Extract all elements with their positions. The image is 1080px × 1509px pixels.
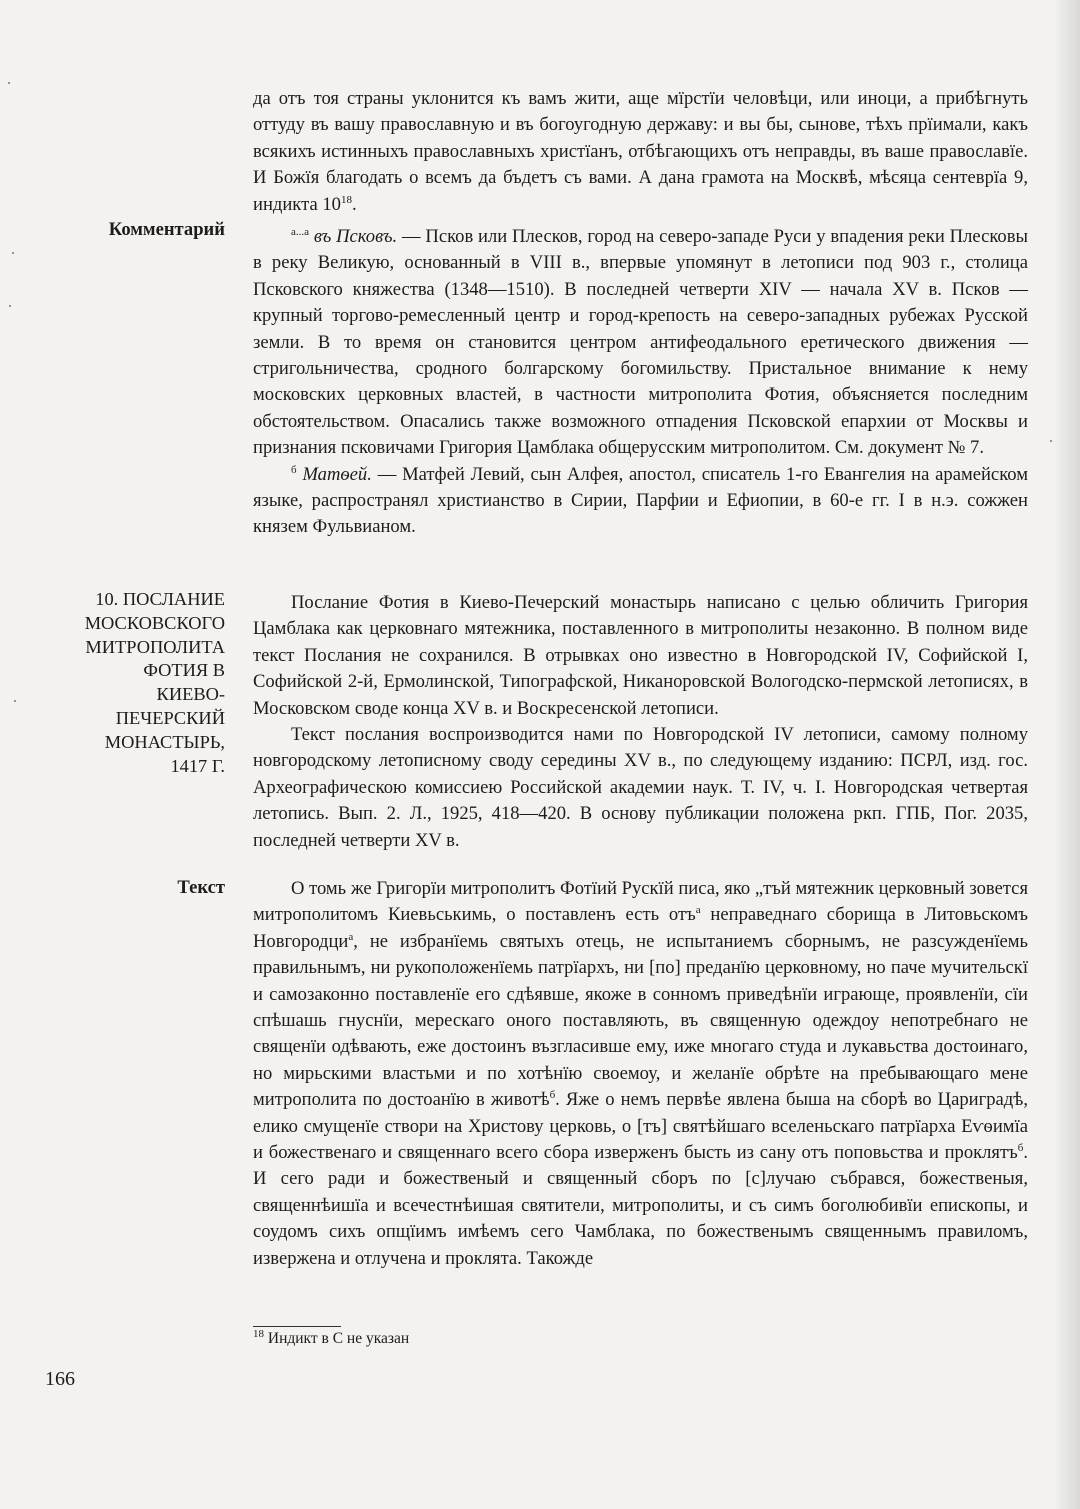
section-title-line: 10. ПОСЛАНИЕ: [95, 589, 225, 609]
section-title-line: МОСКОВСКОГО: [84, 612, 225, 633]
page-number: 166: [45, 1368, 75, 1390]
note-b-mark: б: [291, 463, 297, 476]
comment-note-b: [253, 462, 1028, 541]
text-mark-b2: б: [1017, 1141, 1024, 1154]
section-para-2: Текст послания воспроизводится нами по Новгородской IV летописи, самому полному новгородскому летописному своду середины XV в., по следующему изданию: ПСРЛ, изд. гос. Археографическою комиссиею Российской академии наук. Т. IV, ч. I. Новгородская четвертая летопись. Вып. 2. Л., 1925, 418—420. В основу публикации положена ркп. ГПБ, Пог. 2035, последней четверти XV в.: [253, 724, 1028, 851]
intro-block: [253, 86, 1028, 218]
footnote: [253, 1329, 409, 1349]
intro-note-mark: 18: [340, 193, 352, 206]
note-a-mark: а...а: [291, 225, 310, 238]
note-a-text: — Псков или Плесков, город на северо-западе Руси у впадения реки Плесковы в реку Великую, основанный в VIII в., впервые упомянут в летописи под 903 г., столица Псковского княжества (1348—1510). В последней четверти XIV — начала XV в. Псков — крупный торгово-ремесленный центр и город-крепость на северо-западных рубежах Русской земли. В то время он становится центром антифеодального еретического движения — стригольничества, сродного болгарскому богомильству. Пристальное внимание к нему московских церковных властей, в частности митрополита Фотия, объясняется последним обстоятельством. Опасались также возможного отпадения Псковской епархии от Москвы и признания псковичами Григория Цамблака общерусским митрополитом. См. документ № 7.: [253, 226, 1029, 459]
text-mark-b1: б: [549, 1089, 556, 1102]
comment-block: [253, 224, 1028, 541]
section-para-1: Послание Фотия в Киево-Печерский монастырь написано с целью обличить Григория Цамблака как церковнаго мятежника, поставленного в митрополиты незаконно. В полном виде текст Послания не сохранился. В отрывках оно известно в Новгородской IV, Софийской I, Софийской 2-й, Ермолинской, Типографской, Никаноровской Вологодско-пермской летописях, в Московском своде конца XV в. и Воскресенской летописи.: [253, 592, 1028, 719]
text-label: Текст: [177, 877, 225, 898]
section-title-line: ПЕЧЕРСКИЙ: [115, 707, 225, 728]
text-seg-3: , не избранїемь святыхъ отець, не испытаниемъ сборнымъ, не разсужденїемь правильнымъ, ни рукоположенїемь патрїархъ, ни [по] преданїю церковному, но паче мучительскї и самозаконно поставленїе его сдѣявше, якоже в сонномъ приведѣнїи играюще, проявленїи, сїи спѣшашь гнуснїи, мерескаго оного поставляють, въ священную одеждоу непотребнаго не священїи одѣвають, еже достоинъ възгласивше ему, иже многаго студа и лукавьства достоинаго, но мирьскими властьми и по хотѣнїю своемоу, и желанїе обрѣте на пребывающаго мене митрополита по достоанїю в животѣ: [253, 930, 1028, 1111]
section-title-line: МИТРОПОЛИТА: [85, 636, 225, 657]
footnote-text: Индикт в С не указан: [264, 1330, 410, 1347]
text-seg-2: неправеднаго сборища в Литовьскомъ Новгородци: [253, 904, 1028, 952]
text-mark-a2: а: [348, 930, 354, 943]
section-title-line: МОНАСТЫРЬ,: [104, 731, 225, 752]
intro-text: да отъ тоя страны уклонится къ вамъ жити, аще мїрстїи человѣци, или иноци, а прибѣгнуть оттуду въ вашу православную и въ богоугодную державу: и вы бы, сынове, тѣхъ прїимали, какъ всякихъ истинныхъ православныхъ христїанъ, отбѣгающихъ отъ неправды, въ ваше православїе. И Божїя благодать о всемъ да бъдетъ съ вами. А дана грамота на Москвѣ, мѣсяца сентеврїа 9, индикта 10: [253, 88, 1028, 215]
section-title: [45, 588, 225, 778]
text-seg-5: . И сего ради и божественый и священный сборъ по [с]лучаю събрався, божественыя, священнѣишїа и всечестнѣишая святители, митрополиты, и съ симъ боголюбивїи епископы, и соудомъ сихъ опщїимъ имѣемъ сего Чамблака, по божественымъ священнымъ правиломъ, извержена и отлучена и проклята. Такожде: [253, 1142, 1028, 1269]
section-title-line: ФОТИЯ В: [143, 660, 225, 681]
page-edge-shadow: [1054, 0, 1080, 1509]
text-seg-1: О томь же Григорїи митрополитъ Фотїий Рускїй писа, яко „тъй мятежник церковный зовется митрополитомъ Киевьськимь, о поставленъ есть отъ: [253, 878, 1028, 926]
text-mark-a1: а: [695, 904, 701, 917]
text-paragraph: [253, 876, 1028, 1272]
note-b-term: Матѳей.: [302, 463, 372, 485]
section-title-line: 1417 Г.: [170, 755, 225, 776]
comment-label: Комментарий: [108, 219, 225, 240]
note-b-text: — Матфей Левий, сын Алфея, апостол, списатель 1-го Евангелия на арамейском языке, распространял христианство в Сирии, Парфии и Ефиопии, в 60-е гг. I в н.э. сожжен князем Фульвианом.: [253, 463, 1028, 538]
note-a-term: въ Псковъ.: [313, 226, 398, 247]
comment-note-a: [253, 224, 1028, 462]
section-title-line: КИЕВО-: [156, 684, 225, 705]
text-seg-4: . Яже о немъ первѣе явлена быша на сборѣ во Цариградѣ, елико смущенїе створи на Христову церковь, о [тъ] святѣйшаго вселеньскаго патрїарха Еѵѳимїа и божественаго и священнаго всего сбора изверженъ бысть из сану отъ поповьства и проклятъ: [253, 1089, 1028, 1164]
text-block: [253, 876, 1028, 1272]
footnote-mark: 18: [253, 1327, 264, 1340]
section-intro: [253, 590, 1028, 854]
intro-paragraph: да отъ тоя страны уклонится къ вамъ жити, аще мїрстїи человѣци, или иноци, а прибѣгнуть оттуду въ вашу православную и въ богоугодную державу: и вы бы, сынове, тѣхъ прїимали, какъ всякихъ истинныхъ православныхъ христїанъ, отбѣгающихъ отъ неправды, въ ваше православїе. И Божїя благодать о всемъ да бъдетъ съ вами. А дана грамота на Москвѣ, мѣсяца сентеврїа 9, индикта $10^{18}$.: [253, 88, 1028, 215]
footnote-rule: [253, 1326, 341, 1327]
